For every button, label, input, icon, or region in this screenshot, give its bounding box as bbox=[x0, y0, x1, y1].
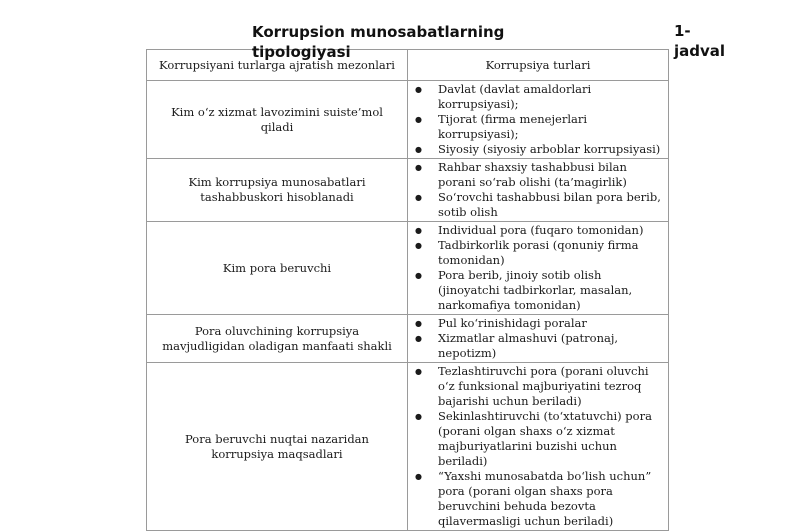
list-item: ● Rahbar shaxsiy tashabbusi bilan porani so‘rab olishi (ta’magirlik) bbox=[414, 160, 664, 190]
criterion-cell: Pora beruvchi nuqtai nazaridan korrupsiya maqsadlari bbox=[147, 363, 408, 531]
table-row bbox=[147, 363, 669, 531]
types-cell bbox=[408, 159, 669, 222]
header-types: Korrupsiya turlari bbox=[408, 50, 669, 81]
corruption-typology-table bbox=[146, 49, 669, 531]
criterion-cell: Kim o‘z xizmat lavozimini suiste’mol qiladi bbox=[147, 81, 408, 159]
list-item: ● Xizmatlar almashuvi (patronaj, nepotizm) bbox=[414, 331, 664, 361]
criterion-cell: Pora oluvchining korrupsiya mavjudligidan oladigan manfaati shakli bbox=[147, 315, 408, 363]
list-item: ● So‘rovchi tashabbusi bilan pora berib, sotib olish bbox=[414, 190, 664, 220]
list-item: ● Individual pora (fuqaro tomonidan) bbox=[414, 223, 664, 238]
criterion-cell: Kim pora beruvchi bbox=[147, 222, 408, 315]
list-item: ● Tijorat (firma menejerlari korrupsiyasi); bbox=[414, 112, 664, 142]
list-item: ● “Yaxshi munosabatda bo‘lish uchun” pora (porani olgan shaxs pora beruvchini behuda bezovta qilavermasligi uchun beriladi) bbox=[414, 469, 664, 529]
header-criteria: Korrupsiyani turlarga ajratish mezonlari bbox=[147, 50, 408, 81]
list-item: ● Sekinlashtiruvchi (to‘xtatuvchi) pora (porani olgan shaxs o‘z xizmat majburiyatlarini buzishi uchun beriladi) bbox=[414, 409, 664, 469]
table-number-label: 1-jadval bbox=[674, 22, 726, 60]
table-row bbox=[147, 159, 669, 222]
document-title: Korrupsion munosabatlarning tipologiyasi bbox=[252, 23, 505, 61]
table-row bbox=[147, 315, 669, 363]
types-cell bbox=[408, 363, 669, 531]
list-item: ● Davlat (davlat amaldorlari korrupsiyasi); bbox=[414, 82, 664, 112]
list-item: ● Tadbirkorlik porasi (qonuniy firma tomonidan) bbox=[414, 238, 664, 268]
table-row bbox=[147, 81, 669, 159]
list-item: ● Siyosiy (siyosiy arboblar korrupsiyasi) bbox=[414, 142, 664, 157]
types-cell bbox=[408, 315, 669, 363]
list-item: ● Pora berib, jinoiy sotib olish (jinoyatchi tadbirkorlar, masalan, narkomafiya tomonidan) bbox=[414, 268, 664, 313]
types-cell bbox=[408, 81, 669, 159]
list-item: ● Pul ko‘rinishidagi poralar bbox=[414, 316, 664, 331]
types-cell bbox=[408, 222, 669, 315]
criterion-cell: Kim korrupsiya munosabatlari tashabbuskori hisoblanadi bbox=[147, 159, 408, 222]
list-item: ● Tezlashtiruvchi pora (porani oluvchi o‘z funksional majburiyatini tezroq bajarishi uchun beriladi) bbox=[414, 364, 664, 409]
table-row bbox=[147, 222, 669, 315]
